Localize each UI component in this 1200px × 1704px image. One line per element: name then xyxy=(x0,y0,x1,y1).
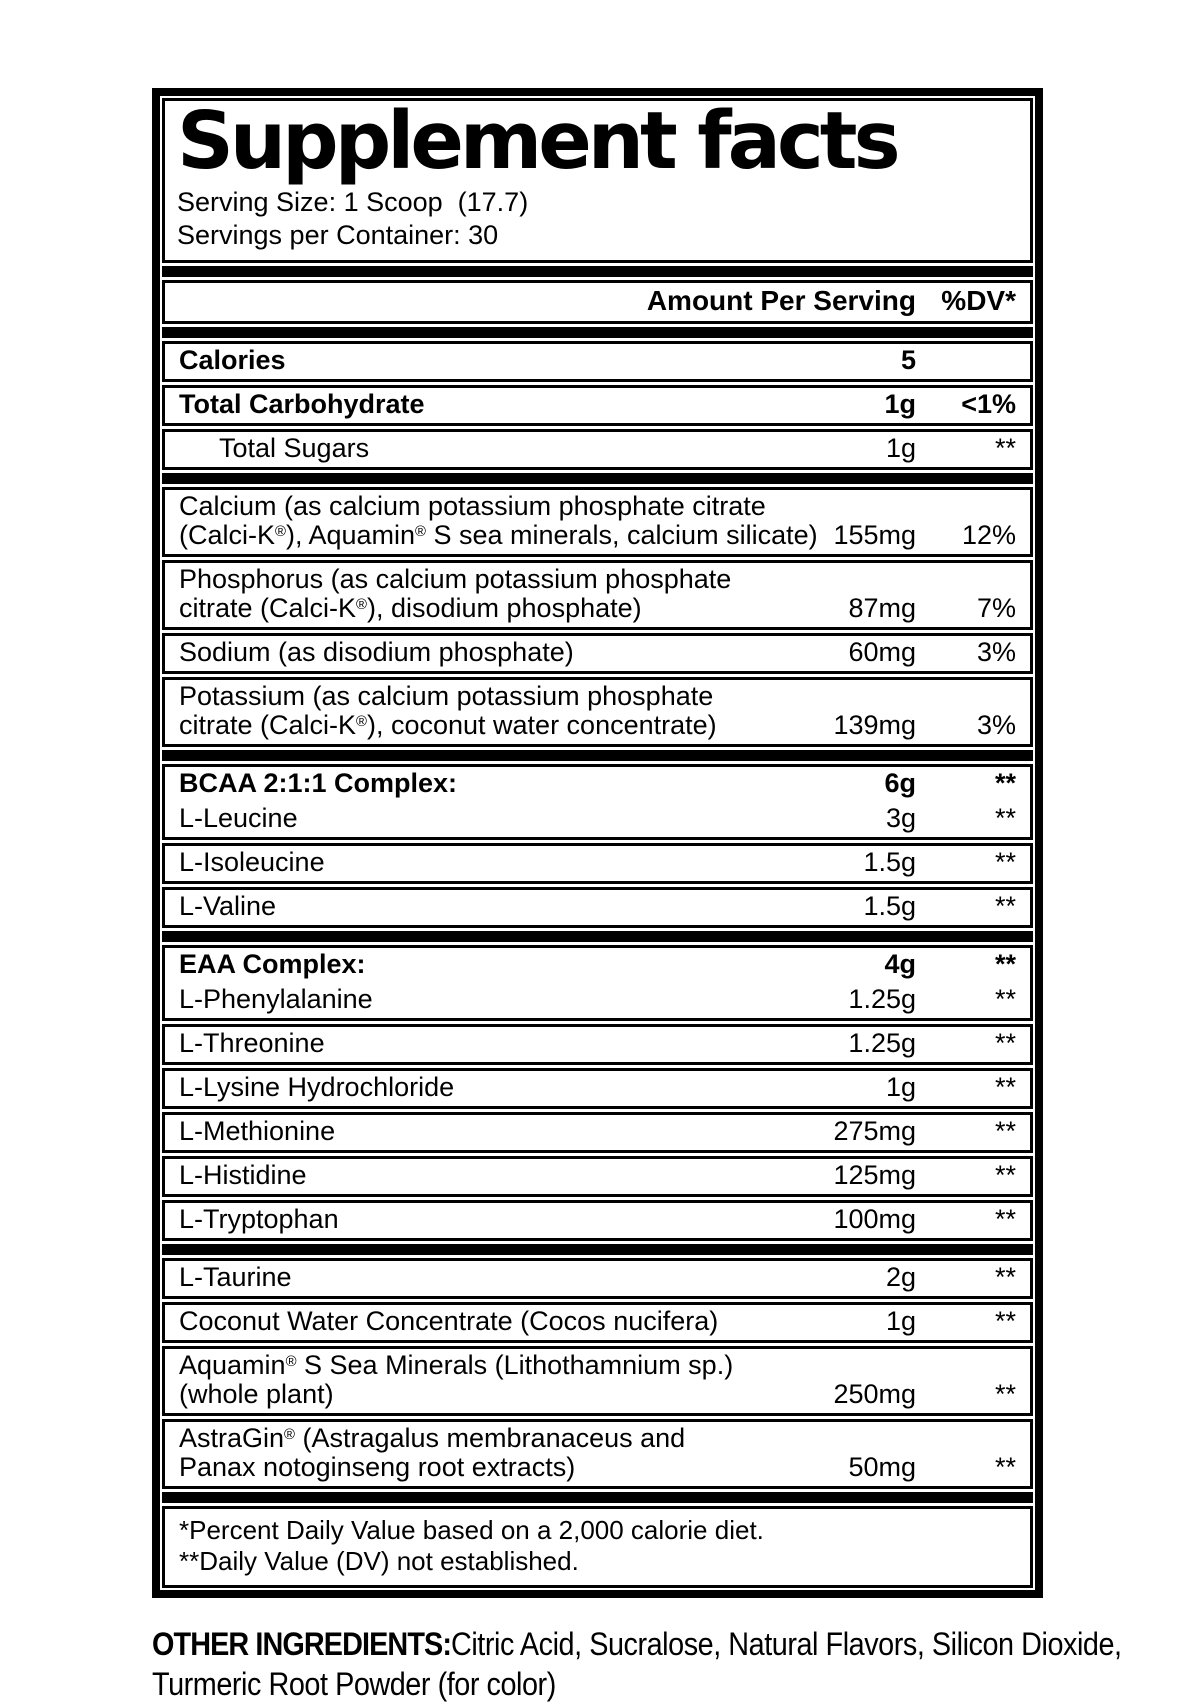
nutrient-name: L-Tryptophan xyxy=(179,1203,339,1234)
footnote-box xyxy=(162,1506,1033,1588)
nutrient-row xyxy=(165,802,1030,837)
nutrient-name: EAA Complex: xyxy=(179,948,366,979)
nutrient-dv: ** xyxy=(994,890,1016,921)
nutrient-row xyxy=(165,983,1030,1018)
nutrient-dv: 7% xyxy=(976,592,1016,623)
nutrient-row xyxy=(165,948,1030,983)
nutrient-box xyxy=(162,633,1033,674)
nutrient-dv: ** xyxy=(994,1451,1016,1482)
nutrient-amount: 1.5g xyxy=(863,846,916,877)
nutrient-amount: 100mg xyxy=(833,1203,916,1234)
nutrient-row xyxy=(165,1261,1030,1296)
nutrient-dv: 3% xyxy=(976,636,1016,667)
nutrient-dv: ** xyxy=(994,767,1016,798)
nutrient-dv: 12% xyxy=(961,519,1016,550)
section-divider-bar xyxy=(162,1244,1033,1255)
nutrient-row xyxy=(165,1203,1030,1238)
nutrient-row xyxy=(165,1071,1030,1106)
nutrient-dv: ** xyxy=(994,1261,1016,1292)
nutrient-amount: 155mg xyxy=(833,519,916,550)
nutrient-row xyxy=(165,1349,1030,1413)
nutrient-amount: 139mg xyxy=(833,709,916,740)
column-header-row xyxy=(165,283,1030,321)
nutrient-name: L-Valine xyxy=(179,890,277,921)
nutrient-amount: 1g xyxy=(885,1071,916,1102)
nutrient-name: Calories xyxy=(179,344,286,375)
nutrient-amount: 1.25g xyxy=(848,1027,916,1058)
nutrient-box xyxy=(162,1346,1033,1416)
nutrient-box xyxy=(162,945,1033,1021)
nutrient-dv: 3% xyxy=(976,709,1016,740)
nutrient-name: L-Methionine xyxy=(179,1115,336,1146)
nutrient-row xyxy=(165,1159,1030,1194)
nutrient-dv: <1% xyxy=(961,388,1016,419)
nutrient-name: Total Sugars xyxy=(219,432,370,463)
nutrient-amount: 4g xyxy=(884,948,916,979)
nutrient-name: L-Isoleucine xyxy=(179,846,325,877)
nutrient-amount: 1g xyxy=(885,1305,916,1336)
nutrient-row xyxy=(165,1422,1030,1486)
nutrient-row xyxy=(165,344,1030,379)
nutrient-amount: 6g xyxy=(884,767,916,798)
nutrient-dv: ** xyxy=(994,1071,1016,1102)
nutrient-box xyxy=(162,1156,1033,1197)
nutrient-box xyxy=(162,487,1033,557)
nutrient-name: Total Carbohydrate xyxy=(179,388,425,419)
nutrient-name: Calcium (as calcium potassium phosphate citrate (Calci-K®), Aquamin® S sea minerals, calcium silicate) xyxy=(179,490,818,550)
nutrient-box xyxy=(162,385,1033,426)
footnote-not-established: **Daily Value (DV) not established. xyxy=(179,1545,579,1576)
nutrient-dv: ** xyxy=(994,948,1016,979)
panel-title: Supplement facts xyxy=(177,95,897,187)
nutrient-amount: 2g xyxy=(885,1261,916,1292)
nutrient-row xyxy=(165,432,1030,467)
section-divider-bar xyxy=(162,931,1033,942)
nutrient-box xyxy=(162,1068,1033,1109)
nutrient-row xyxy=(165,636,1030,671)
nutrient-name: L-Phenylalanine xyxy=(179,983,373,1014)
nutrient-box xyxy=(162,1200,1033,1241)
nutrient-box xyxy=(162,764,1033,840)
nutrient-dv: ** xyxy=(994,1378,1016,1409)
nutrient-name: Aquamin® S Sea Minerals (Lithothamnium sp.) (whole plant) xyxy=(179,1349,734,1409)
section-divider-bar xyxy=(162,327,1033,338)
nutrient-name: Sodium (as disodium phosphate) xyxy=(179,636,574,667)
nutrient-dv: ** xyxy=(994,846,1016,877)
section-divider-bar xyxy=(162,750,1033,761)
nutrient-amount: 60mg xyxy=(848,636,916,667)
nutrient-box xyxy=(162,887,1033,928)
nutrient-amount: 125mg xyxy=(833,1159,916,1190)
nutrient-row xyxy=(165,563,1030,627)
nutrient-row xyxy=(165,890,1030,925)
nutrient-dv: ** xyxy=(994,432,1016,463)
nutrient-box xyxy=(162,341,1033,382)
nutrient-row xyxy=(165,1115,1030,1150)
nutrient-dv: ** xyxy=(994,802,1016,833)
column-header-box xyxy=(162,280,1033,324)
title-box xyxy=(162,95,1033,263)
nutrient-dv: ** xyxy=(994,1027,1016,1058)
section-divider-bar xyxy=(162,266,1033,277)
other-ingredients-label: OTHER INGREDIENTS: xyxy=(152,1625,452,1662)
nutrient-box xyxy=(162,1024,1033,1065)
other-ingredients-text: Citric Acid, Sucralose, Natural Flavors, Silicon Dioxide, Turmeric Root Powder (for color) xyxy=(152,1625,1122,1702)
nutrient-box xyxy=(162,1419,1033,1489)
serving-size: Serving Size: 1 Scoop (17.7) xyxy=(177,186,529,217)
nutrient-amount: 250mg xyxy=(833,1378,916,1409)
nutrient-box xyxy=(162,429,1033,470)
section-divider-bar xyxy=(162,1492,1033,1503)
nutrient-row xyxy=(165,1305,1030,1340)
nutrient-row xyxy=(165,490,1030,554)
amount-per-serving-header: Amount Per Serving xyxy=(646,284,916,316)
nutrient-name: AstraGin® (Astragalus membranaceus and Panax notoginseng root extracts) xyxy=(179,1422,686,1482)
nutrient-amount: 87mg xyxy=(848,592,916,623)
nutrient-name: L-Threonine xyxy=(179,1027,325,1058)
nutrient-box xyxy=(162,843,1033,884)
nutrient-name: Coconut Water Concentrate (Cocos nucifera) xyxy=(179,1305,719,1336)
nutrient-dv: ** xyxy=(994,1159,1016,1190)
nutrient-name: L-Lysine Hydrochloride xyxy=(179,1071,455,1102)
nutrient-box xyxy=(162,1302,1033,1343)
nutrient-amount: 275mg xyxy=(833,1115,916,1146)
nutrient-amount: 1.25g xyxy=(848,983,916,1014)
nutrient-amount: 1.5g xyxy=(863,890,916,921)
nutrient-name: L-Leucine xyxy=(179,802,298,833)
nutrient-box xyxy=(162,1258,1033,1299)
other-ingredients xyxy=(152,1624,1196,1704)
nutrient-name: L-Histidine xyxy=(179,1159,307,1190)
nutrient-box xyxy=(162,677,1033,747)
section-divider-bar xyxy=(162,473,1033,484)
nutrient-amount: 5 xyxy=(900,344,916,375)
nutrient-name: L-Taurine xyxy=(179,1261,292,1292)
nutrient-name: Potassium (as calcium potassium phosphate citrate (Calci-K®), coconut water concentrate) xyxy=(179,680,717,740)
supplement-facts-panel xyxy=(152,88,1043,1598)
nutrient-dv: ** xyxy=(994,983,1016,1014)
footnote-daily-value: *Percent Daily Value based on a 2,000 calorie diet. xyxy=(179,1514,764,1545)
nutrient-rows xyxy=(162,341,1033,1503)
nutrient-row xyxy=(165,846,1030,881)
nutrient-amount: 1g xyxy=(884,388,916,419)
nutrient-row xyxy=(165,1027,1030,1062)
nutrient-dv: ** xyxy=(994,1305,1016,1336)
nutrient-amount: 50mg xyxy=(848,1451,916,1482)
nutrient-name: Phosphorus (as calcium potassium phosphate citrate (Calci-K®), disodium phosphate) xyxy=(179,563,732,623)
nutrient-dv: ** xyxy=(994,1203,1016,1234)
servings-per-container: Servings per Container: 30 xyxy=(177,219,499,250)
nutrient-name: BCAA 2:1:1 Complex: xyxy=(179,767,458,798)
nutrient-amount: 3g xyxy=(885,802,916,833)
percent-dv-header: %DV* xyxy=(941,284,1016,316)
nutrient-box xyxy=(162,1112,1033,1153)
nutrient-row xyxy=(165,680,1030,744)
nutrient-row xyxy=(165,388,1030,423)
nutrient-amount: 1g xyxy=(885,432,916,463)
nutrient-box xyxy=(162,560,1033,630)
nutrient-row xyxy=(165,767,1030,802)
nutrient-dv: ** xyxy=(994,1115,1016,1146)
